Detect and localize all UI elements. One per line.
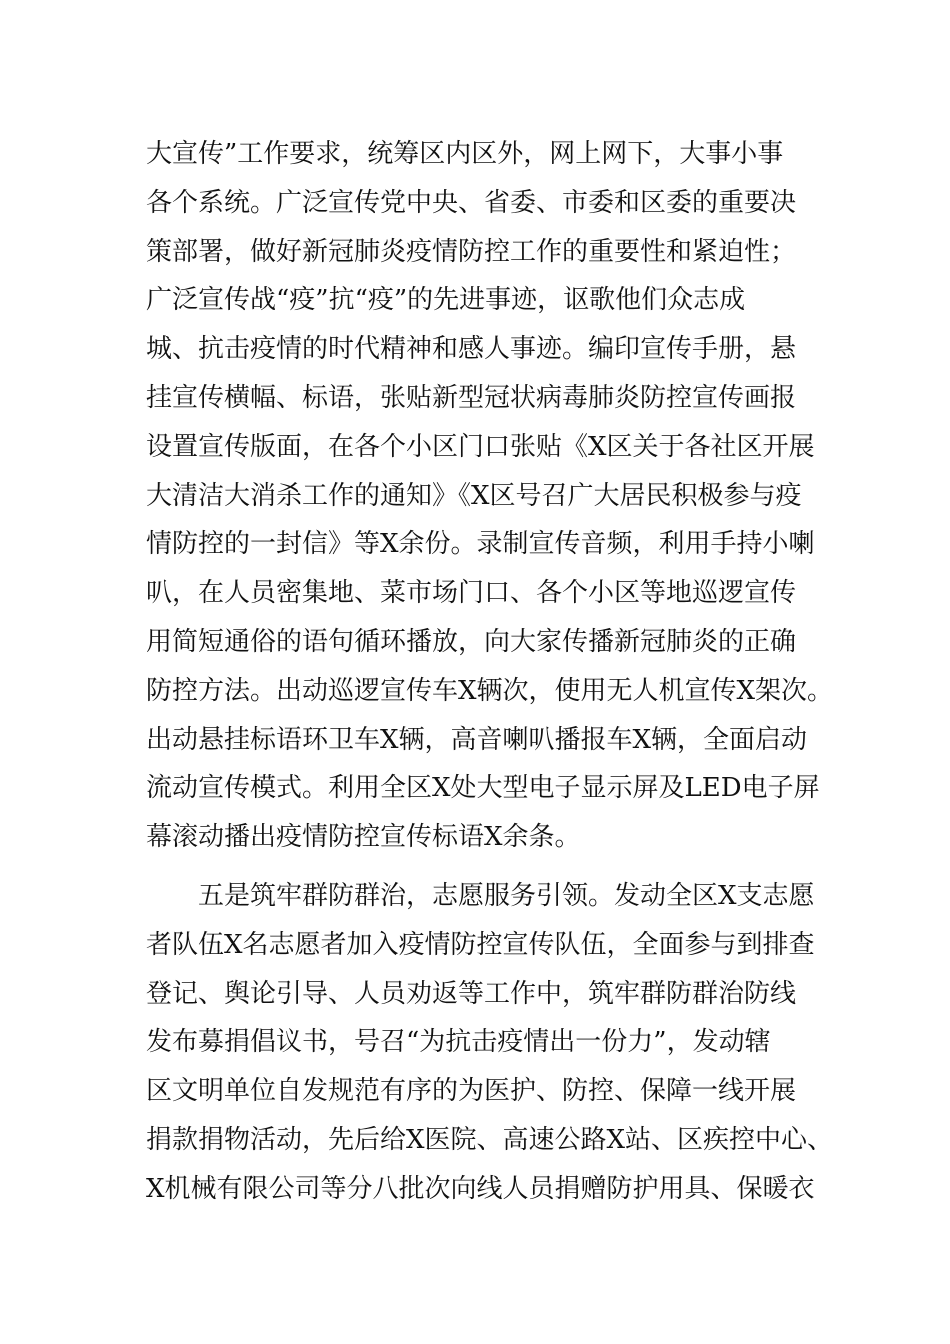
text-line: 幕滚动播出疫情防控宣传标语X余条。 [146,822,581,853]
text-line: 各个系统。广泛宣传党中央、省委、市委和区委的重要决 [146,187,797,218]
text-line: 情防控的一封信》等X余份。录制宣传音频，利用手持小喇 [146,529,815,560]
text-line: 设置宣传版面，在各个小区门口张贴《X区关于各社区开展 [146,431,815,462]
text-line: 者队伍X名志愿者加入疫情防控宣传队伍，全面参与到排查 [146,929,815,960]
text-line: 大宣传”工作要求，统筹区内区外，网上网下，大事小事 [146,139,784,169]
text-line: 发布募捐倡议书，号召“为抗击疫情出一份力”，发动辖 [146,1027,771,1058]
text-line: 捐款捐物活动，先后给X医院、高速公路X站、区疾控中心、 [146,1124,834,1155]
text-line: X机械有限公司等分八批次向线人员捐赠防护用具、保暖衣 [146,1173,815,1204]
text-line: 出动悬挂标语环卫车X辆，高音喇叭播报车X辆，全面启动 [146,724,808,755]
text-line: 大清洁大消杀工作的通知》《X区号召广大居民积极参与疫 [146,480,802,511]
text-line: 防控方法。出动巡逻宣传车X辆次，使用无人机宣传X架次。 [146,675,834,706]
paragraph-gap [146,862,836,872]
text-line: 叭，在人员密集地、菜市场门口、各个小区等地巡逻宣传 [146,578,797,609]
paragraph-continued [146,130,836,862]
text-line: 广泛宣传战“疫”抗“疫”的先进事迹，讴歌他们众志成 [146,285,746,316]
paragraph-five [146,872,836,1214]
text-line: 区文明单位自发规范有序的为医护、防控、保障一线开展 [146,1076,797,1107]
text-line: 策部署，做好新冠肺炎疫情防控工作的重要性和紧迫性； [146,236,797,267]
text-line: 城、抗击疫情的时代精神和感人事迹。编印宣传手册，悬 [146,334,797,365]
text-line-first: 五是筑牢群防群治，志愿服务引领。发动全区X支志愿 [198,880,815,911]
document-body [146,130,836,1214]
text-line: 流动宣传模式。利用全区X处大型电子显示屏及LED电子屏 [146,773,820,804]
text-line: 登记、舆论引导、人员劝返等工作中，筑牢群防群治防线 [146,978,797,1009]
text-line: 用简短通俗的语句循环播放，向大家传播新冠肺炎的正确 [146,626,797,657]
text-line: 挂宣传横幅、标语，张贴新型冠状病毒肺炎防控宣传画报 [146,382,797,413]
